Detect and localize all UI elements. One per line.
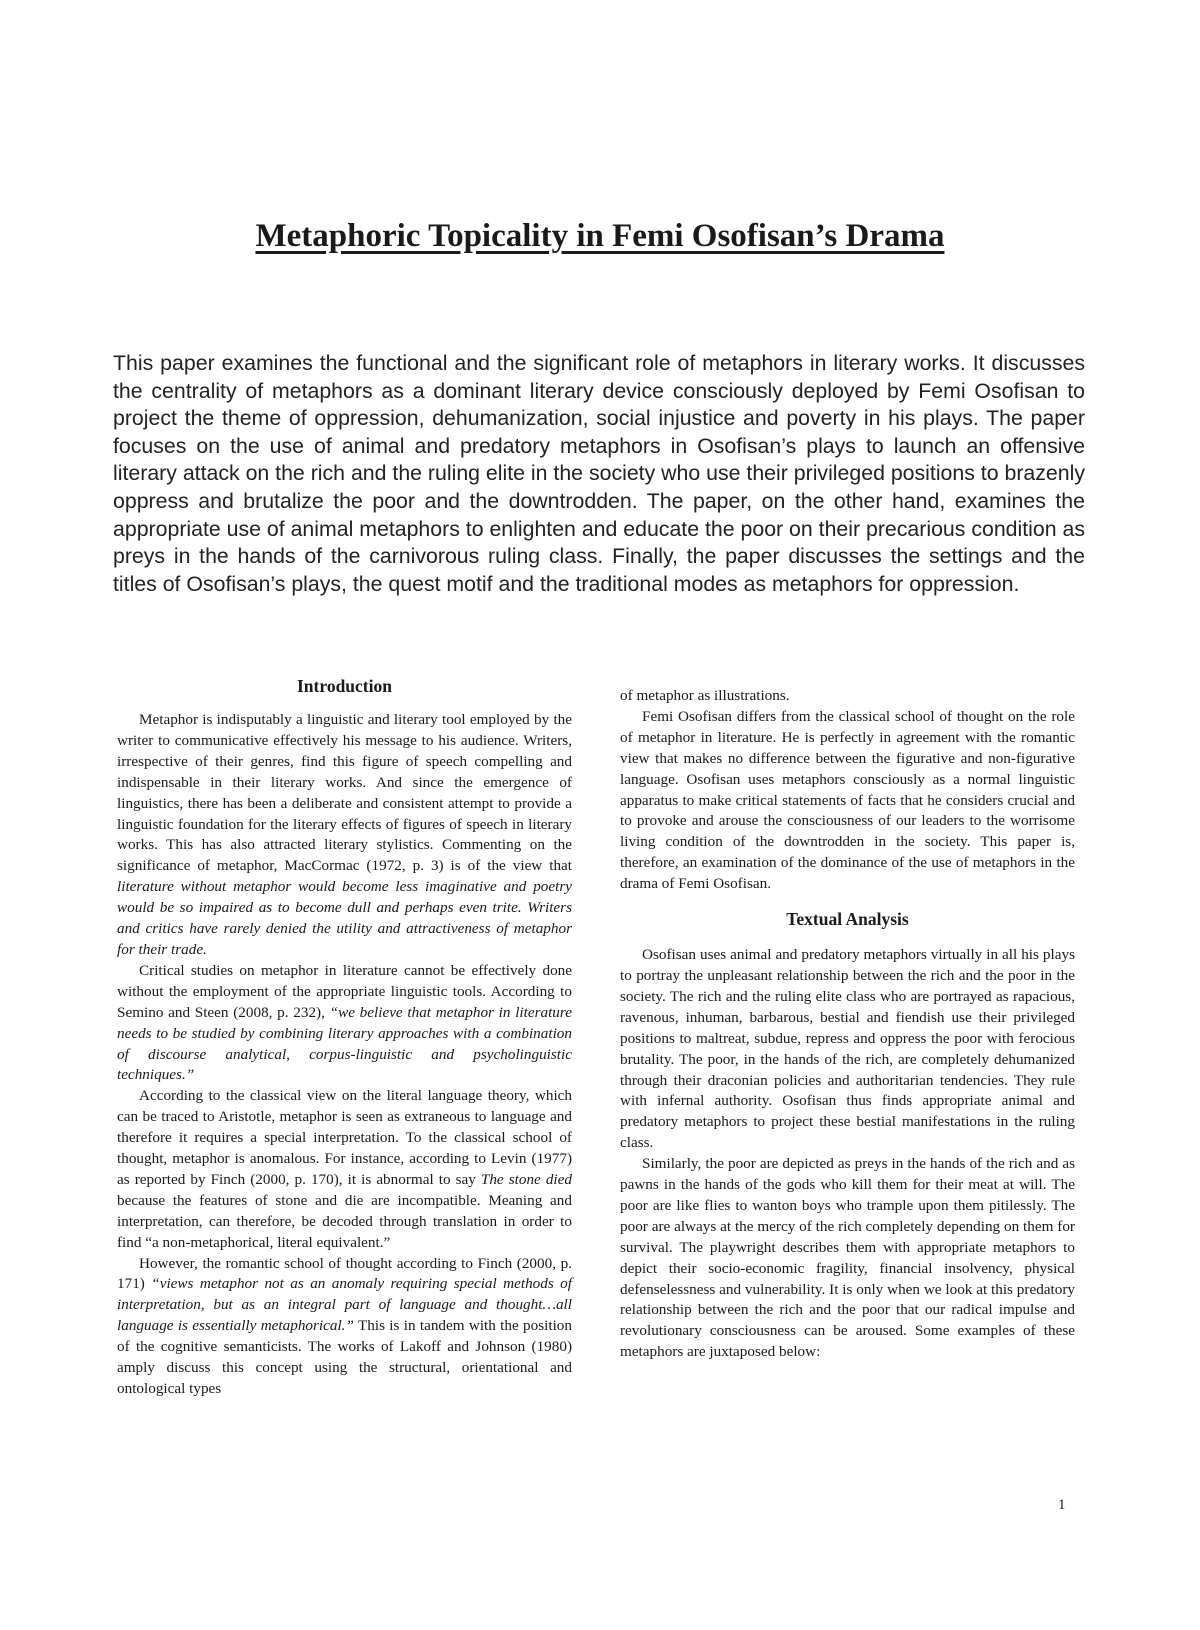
left-column — [117, 676, 572, 1400]
intro-paragraph-3: According to the classical view on the literal language theory, which can be traced to Aristotle, metaphor is seen as extraneous to language and therefore it requires a special interpretation. To the classical school of thought, metaphor is anomalous. For instance, according to Levin (1977) as reported by Finch (2000, p. 170), it is abnormal to say The stone died because the features of stone and die are incompatible. Meaning and interpretation, can therefore, be decoded through translation in order to find “a non-metaphorical, literal equivalent.” — [117, 1087, 572, 1251]
intro-paragraph-5: Femi Osofisan differs from the classical school of thought on the role of metaphor in literature. He is perfectly in agreement with the romantic view that makes no difference between the figurative and non-figurative language. Osofisan uses metaphors consciously as a normal linguistic apparatus to make critical statements of facts that he considers crucial and to provoke and arouse the consciousness of our leaders to the worrisome living condition of the downtrodden in the society. This paper is, therefore, an examination of the dominance of the use of metaphors in the drama of Femi Osofisan. — [620, 707, 1075, 893]
right-column — [620, 686, 1075, 1363]
intro-paragraph-4: However, the romantic school of thought according to Finch (2000, p. 171) “views metaphor not as an anomaly requiring special methods of interpretation, but as an integral part of language and thought…all language is essentially metaphorical.” This is in tandem with the position of the cognitive semanticists. The works of Lakoff and Johnson (1980) amply discuss this concept using the structural, orientational and ontological types — [117, 1254, 572, 1397]
page-number: 1 — [1058, 1497, 1066, 1513]
paper-title: Metaphoric Topicality in Femi Osofisan’s Drama — [255, 218, 945, 254]
introduction-heading: Introduction — [297, 676, 392, 696]
intro-paragraph-2: Critical studies on metaphor in literature cannot be effectively done without the employment of the appropriate linguistic tools. According to Semino and Steen (2008, p. 232), “we believe that metaphor in literature needs to be studied by combining literary approaches with a combination of discourse analytical, corpus-linguistic and psycholinguistic techniques.” — [117, 961, 572, 1084]
analysis-paragraph-2: Similarly, the poor are depicted as preys in the hands of the rich and as pawns in the hands of the gods who kill them for their meat at will. The poor are like flies to wanton boys who trample upon them pitilessly. The poor are always at the mercy of the rich completely depending on them for survival. The playwright describes them with appropriate metaphors to depict their socio-economic fragility, financial insolvency, physical defenselessness and vulnerability. It is only when we look at this predatory relationship between the rich and the poor that our radical impulse and revolutionary consciousness can be aroused. Some examples of these metaphors are juxtaposed below: — [620, 1155, 1075, 1361]
textual-analysis-heading: Textual Analysis — [786, 909, 909, 930]
abstract: This paper examines the functional and the significant role of metaphors in literary works. It discusses the centrality of metaphors as a dominant literary device consciously deployed by Femi Osofisan to project the theme of oppression, dehumanization, social injustice and poverty in his plays. The paper focuses on the use of animal and predatory metaphors in Osofisan’s plays to launch an offensive literary attack on the rich and the ruling elite in the society who use their privileged positions to brazenly oppress and brutalize the poor and the downtrodden. The paper, on the other hand, examines the appropriate use of animal metaphors to enlighten and educate the poor on their precarious condition as preys in the hands of the carnivorous ruling class. Finally, the paper discusses the settings and the titles of Osofisan’s plays, the quest motif and the traditional modes as metaphors for oppression. — [113, 351, 1086, 596]
intro-paragraph-1: Metaphor is indisputably a linguistic and literary tool employed by the writer to communicative effectively his message to his audience. Writers, irrespective of their genres, find this figure of speech compelling and indispensable in their literary works. And since the emergence of linguistics, there has been a deliberate and consistent attempt to provide a linguistic foundation for the literary effects of figures of speech in literary works. This has also attracted literary stylistics. Commenting on the significance of metaphor, MacCormac (1972, p. 3) is of the view that literature without metaphor would become less imaginative and poetry would be so impaired as to become dull and perhaps even trite. Writers and critics have rarely denied the utility and attractiveness of metaphor for their trade. — [117, 711, 572, 958]
intro-paragraph-4-continued: of metaphor as illustrations. — [620, 687, 790, 704]
analysis-paragraph-1: Osofisan uses animal and predatory metaphors virtually in all his plays to portray the unpleasant relationship between the rich and the poor in the society. The rich and the ruling elite class who are portrayed as rapacious, ravenous, inhuman, barbarous, bestial and fiendish use their privileged positions to maltreat, subdue, repress and oppress the poor with ferocious brutality. The poor, in the hands of the rich, are completely dehumanized through their draconian policies and authoritarian tendencies. They rule with infernal authority. Osofisan thus finds appropriate animal and predatory metaphors to project these bestial manifestations in the ruling class. — [620, 946, 1075, 1152]
